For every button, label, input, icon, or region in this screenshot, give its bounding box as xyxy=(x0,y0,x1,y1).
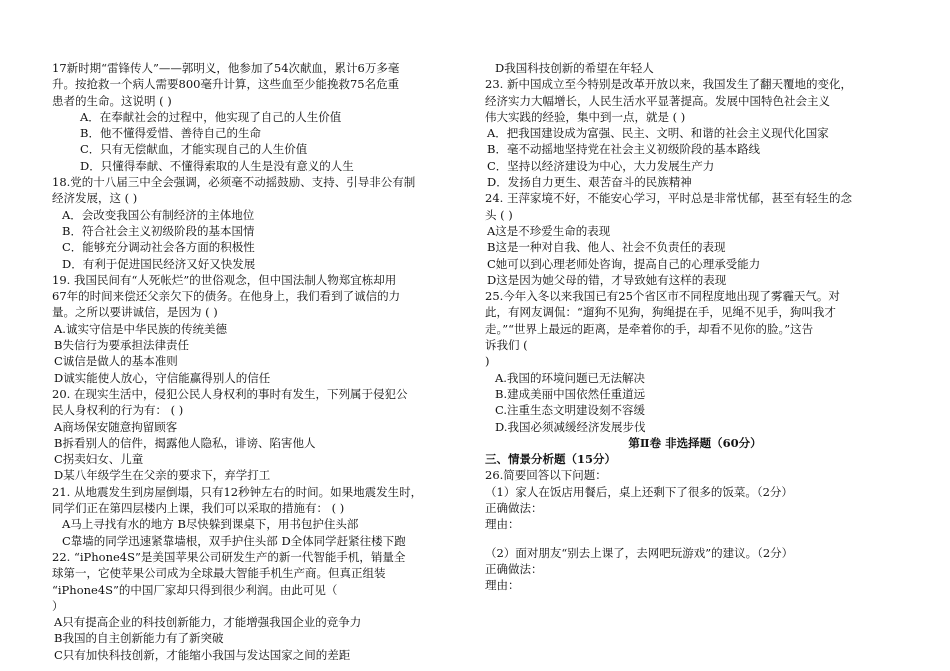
right-text-line: 理由： xyxy=(485,578,520,593)
right-text-line: 经济实力大幅增长，人民生活水平显著提高。发展中国特色社会主义 xyxy=(485,93,830,108)
left-text-line: A只有提高企业的科技创新能力，才能增强我国企业的竞争力 xyxy=(54,615,362,630)
left-text-line: 升。按抢救一个病人需要800毫升计算，这些血至少能挽救75名危重 xyxy=(52,77,400,92)
right-text-line: （2）面对朋友“别去上课了，去网吧玩游戏”的建议。（2分） xyxy=(485,545,794,560)
right-text-line: 25.今年入冬以来我国已有25个省区市不同程度地出现了雾霾天气。对 xyxy=(485,289,840,304)
right-text-line: A这是不珍爱生命的表现 xyxy=(487,223,611,238)
right-text-line: D．发扬自力更生、艰苦奋斗的民族精神 xyxy=(487,175,692,190)
left-text-line: 经济发展，这 ( ) xyxy=(52,191,138,206)
right-text-line: 第Ⅱ卷 非选择题（60分） xyxy=(628,435,762,450)
left-text-line: B拆看别人的信件，揭露他人隐私，诽谤、陷害他人 xyxy=(54,435,316,450)
right-text-line: 24. 王萍家境不好，不能安心学习，平时总是非常忧郁，甚至有轻生的念 xyxy=(485,191,852,206)
left-text-line: ） xyxy=(52,598,64,613)
left-text-line: A．会改变我国公有制经济的主体地位 xyxy=(62,207,255,222)
left-text-line: A.诚实守信是中华民族的传统美德 xyxy=(54,321,227,336)
left-text-line: 19. 我国民间有“人死帐烂”的世俗观念，但中国法制人物郑宜栋却用 xyxy=(52,272,397,287)
right-text-line: D.我国必须减缓经济发展步伐 xyxy=(495,419,646,434)
right-text-line: A．把我国建设成为富强、民主、文明、和谐的社会主义现代化国家 xyxy=(487,126,829,141)
left-text-line: C．只有无偿献血，才能实现自己的人生价值 xyxy=(80,142,308,157)
right-text-line: 正确做法： xyxy=(485,561,543,576)
right-text-line: ) xyxy=(485,354,490,369)
left-text-line: “iPhone4S”的中国厂家却只得到很少利润。由此可见（ xyxy=(52,582,338,597)
left-text-line: C诚信是做人的基本准则 xyxy=(54,354,178,369)
left-text-line: 同学们正在第四层楼内上课，我们可以采取的措施有： ( ) xyxy=(52,501,345,516)
left-text-line: 17新时期“雷锋传人”——郭明义，他参加了54次献血，累计6万多毫 xyxy=(52,61,400,75)
left-text-line: B．符合社会主义初级阶段的基本国情 xyxy=(62,223,255,238)
left-text-line: 67年的时间来偿还父亲欠下的债务。在他身上，我们看到了诚信的力 xyxy=(52,289,401,304)
right-text-line: 诉我们 ( xyxy=(485,338,528,353)
right-text-line: 三、情景分析题（15分） xyxy=(485,452,617,467)
left-text-line: B我国的自主创新能力有了新突破 xyxy=(54,631,224,646)
right-text-line: 伟大实践的经验，集中到一点，就是 ( ) xyxy=(485,109,686,124)
left-text-line: D诚实能使人放心，守信能赢得别人的信任 xyxy=(54,370,271,385)
right-text-line: 26.简要回答以下问题： xyxy=(485,468,607,483)
right-text-line: B.建成美丽中国依然任重道远 xyxy=(495,386,646,401)
left-text-line: A马上寻找有水的地方 B尽快躲到课桌下，用书包护住头部 xyxy=(62,517,359,532)
right-column xyxy=(485,60,905,594)
right-text-line: 理由： xyxy=(485,517,520,532)
right-text-line xyxy=(485,533,905,545)
left-text-line: 球第一，它使苹果公司成为全球最大智能手机生产商。但真正组装 xyxy=(52,566,386,581)
left-text-line: 量。之所以要讲诚信，是因为 ( ) xyxy=(52,305,218,320)
right-text-line: 走。”“世界上最远的距离，是牵着你的手，却看不见你的脸。”这告 xyxy=(485,321,814,336)
left-text-line: D．只懂得奉献、不懂得索取的人生是没有意义的人生 xyxy=(80,158,354,173)
left-text-line: 患者的生命。这说明 ( ) xyxy=(52,93,172,108)
left-text-line: A商场保安随意拘留顾客 xyxy=(54,419,178,434)
left-text-line: C．能够充分调动社会各方面的积极性 xyxy=(62,240,255,255)
left-text-line: B失信行为要承担法律责任 xyxy=(54,338,189,353)
left-text-line: D某八年级学生在父亲的要求下，弃学打工 xyxy=(54,468,271,483)
left-text-line: D．有利于促进国民经济又好又快发展 xyxy=(62,256,256,271)
left-text-line: C拐卖妇女、儿童 xyxy=(54,452,144,467)
right-text-line: B这是一种对自我、他人、社会不负责任的表现 xyxy=(487,240,726,255)
left-text-line: 22. “iPhone4S”是美国苹果公司研发生产的新一代智能手机，销量全 xyxy=(52,549,406,564)
right-text-line: 正确做法： xyxy=(485,501,543,516)
right-text-line: D我国科技创新的希望在年轻人 xyxy=(495,61,654,75)
left-text-line: C只有加快科技创新，才能缩小我国与发达国家之间的差距 xyxy=(54,647,351,662)
right-text-line: C.注重生态文明建设刻不容缓 xyxy=(495,403,646,418)
right-text-line: D这是因为她父母的错，才导致她有这样的表现 xyxy=(487,272,727,287)
left-column xyxy=(52,60,472,663)
right-text-line: C她可以到心理老师处咨询，提高自己的心理承受能力 xyxy=(487,256,761,271)
right-text-line: 头 ( ) xyxy=(485,207,513,222)
right-text-line: 此，有网友调侃：“遛狗不见狗，狗绳提在手，见绳不见手，狗叫我才 xyxy=(485,305,836,320)
right-text-line: B．毫不动摇地坚持党在社会主义初级阶段的基本路线 xyxy=(487,142,760,157)
right-text-line: C．坚持以经济建设为中心，大力发展生产力 xyxy=(487,158,715,173)
left-text-line: C靠墙的同学迅速紧靠墙根，双手护住头部 D全体同学赶紧往楼下跑 xyxy=(62,533,406,548)
right-text-line: A.我国的环境问题已无法解决 xyxy=(495,370,645,385)
right-text-line: （1）家人在饭店用餐后，桌上还剩下了很多的饭菜。（2分） xyxy=(485,484,793,499)
left-text-line: 20. 在现实生活中，侵犯公民人身权利的事时有发生，下列属于侵犯公 xyxy=(52,386,408,401)
left-text-line: B．他不懂得爱惜、善待自己的生命 xyxy=(80,126,261,141)
left-text-line: 民人身权利的行为有： ( ) xyxy=(52,403,184,418)
left-text-line: 18.党的十八届三中全会强调，必须毫不动摇鼓励、支持、引导非公有制 xyxy=(52,175,416,190)
left-text-line: A．在奉献社会的过程中，他实现了自己的人生价值 xyxy=(80,109,342,124)
left-text-line: 21. 从地震发生到房屋倒塌，只有12秒钟左右的时间。如果地震发生时， xyxy=(52,484,423,499)
right-text-line: 23. 新中国成立至今特别是改革开放以来，我国发生了翻天覆地的变化， xyxy=(485,77,852,92)
